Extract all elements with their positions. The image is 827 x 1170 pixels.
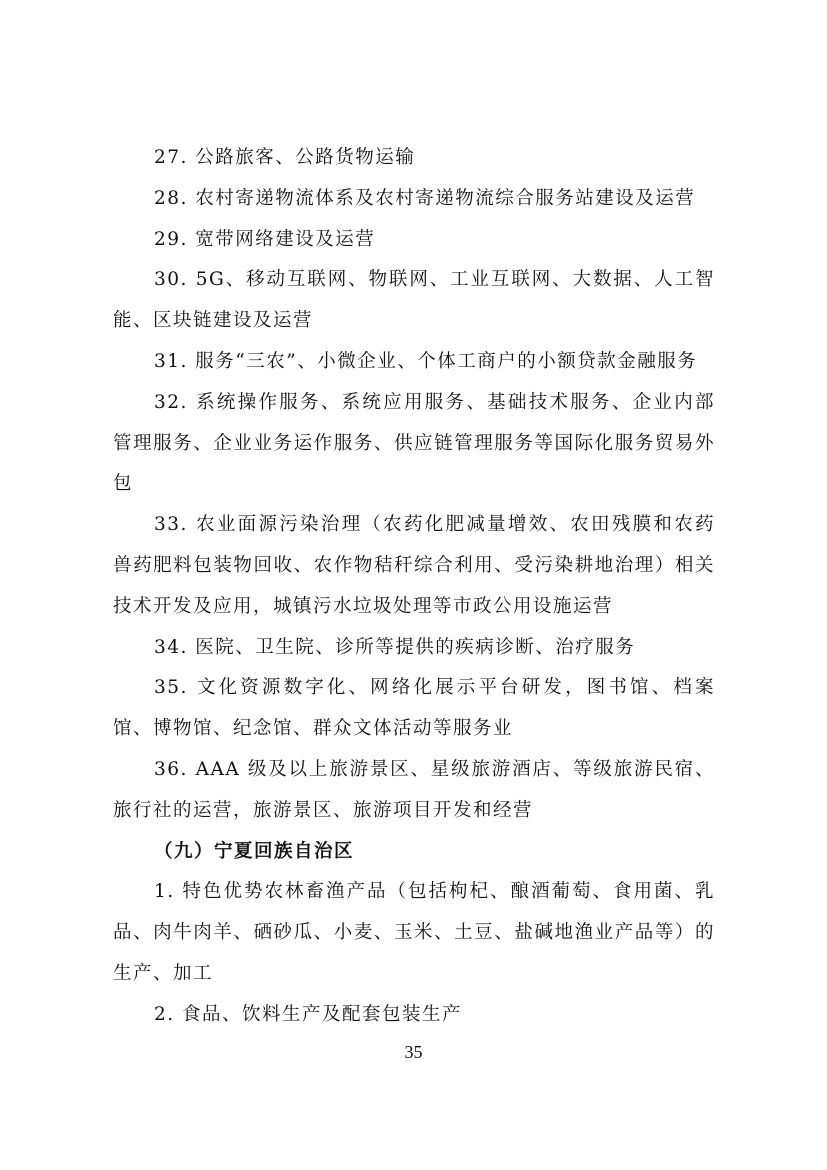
page-number: 35 [404,1042,423,1062]
list-item: 29. 宽带网络建设及运营 [154,228,376,250]
list-item: 2. 食品、饮料生产及配套包装生产 [154,1003,463,1025]
list-item: 28. 农村寄递物流体系及农村寄递物流综合服务站建设及运营 [154,187,696,209]
list-item: 1. 特色优势农林畜渔产品（包括枸杞、酿酒葡萄、食用菌、乳品、肉牛肉羊、硒砂瓜、小麦、玉米、土豆、盐碱地渔业产品等）的生产、加工 [113,881,715,984]
section-heading: （九）宁夏回族自治区 [154,840,355,862]
list-item: 31. 服务“三农”、小微企业、个体工商户的小额贷款金融服务 [154,350,698,372]
list-item: 34. 医院、卫生院、诊所等提供的疾病诊断、治疗服务 [154,636,636,658]
list-item: 36. AAA 级及以上旅游景区、星级旅游酒店、等级旅游民宿、旅行社的运营，旅游景区、旅游项目开发和经营 [113,758,715,821]
list-item: 35. 文化资源数字化、网络化展示平台研发，图书馆、档案馆、博物馆、纪念馆、群众文体活动等服务业 [113,677,715,740]
list-item: 27. 公路旅客、公路货物运输 [154,147,416,168]
list-item: 30. 5G、移动互联网、物联网、工业互联网、大数据、人工智能、区块链建设及运营 [113,269,715,332]
list-item: 33. 农业面源污染治理（农药化肥减量增效、农田残膜和农药兽药肥料包装物回收、农作物秸秆综合利用、受污染耕地治理）相关技术开发及应用，城镇污水垃圾处理等市政公用设施运营 [113,514,715,617]
document-body [113,138,715,1036]
list-item: 32. 系统操作服务、系统应用服务、基础技术服务、企业内部管理服务、企业业务运作服务、供应链管理服务等国际化服务贸易外包 [113,391,715,495]
